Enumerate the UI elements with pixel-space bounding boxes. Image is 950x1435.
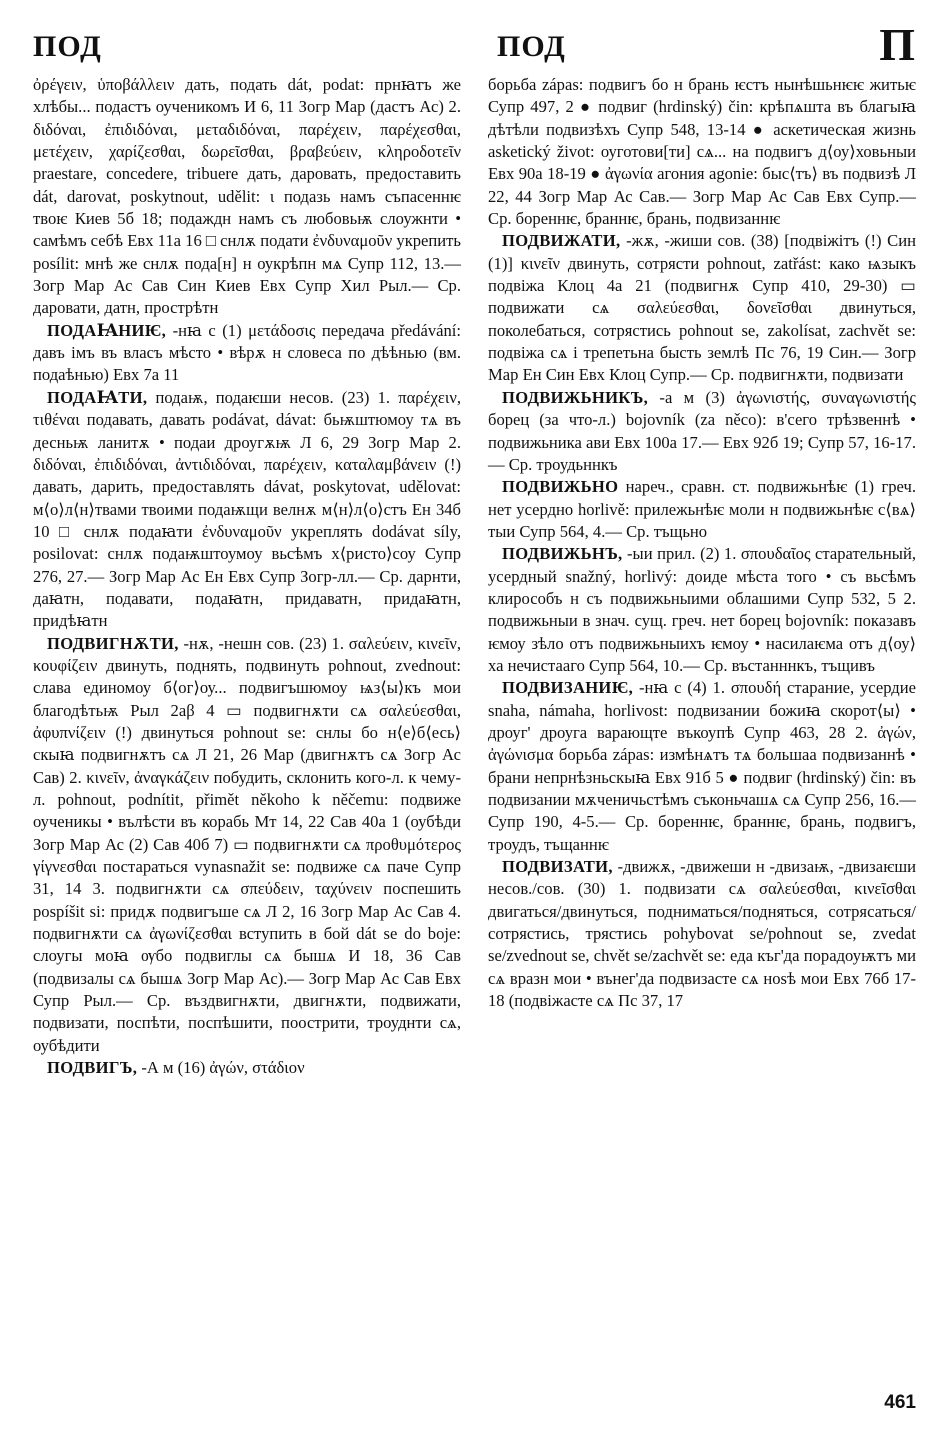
entry-text: -движѫ, -движеши н -двизаѭ, -двизаѥши несов./сов. (30) 1. подвизати сѧ σαλεύεσθαι, κινεῖσθαι двигаться/двинуться, подниматься/подняться, сотрясаться/сотрястись, трястись pohybovat se/pohnout se, zvedat se/zvednout se, chvět se/zachvět se: еда къг'да порадоуѭтъ ми сѧ вразн мои • вънег'да подвизасте сѧ ноѕѣ мои Евх 76б 17-18 (подвіжасте сѧ Пс 37, 17 (488, 857, 916, 1011)
entry-headword: ПОДВИЖЬНИКЪ, (502, 387, 649, 407)
left-column (33, 74, 461, 1079)
entry-text: борьба zápas: подвигъ бо н брань ѥстъ нынѣшьнѥѥ житьѥ Супр 497, 2 ● подвиг (hrdinský) čin: крѣпѧшта въ благыꙗ дѣтѣли подвизѣхъ Супр 548, 13-14 ● аскетическая жизнь asketický život: оуготови[ти] сѧ... на подвигъ д⟨оу⟩ховьныи Евх 90а 18-19 ● ἀγωνία агония agonie: быс⟨тъ⟩ въ подвизѣ Л 22, 44 Зогр Мар Ас Сав.— Зогр Мар Ас Сав Евх Супр.— Ср. бореннѥ, браннѥ, брань, подвизаннѥ (488, 75, 916, 229)
dictionary-entry (33, 74, 461, 320)
entry-headword: ПОДВИЗАТИ, (502, 857, 613, 877)
entry-headword: ПОДВИЗАНИѤ, (502, 678, 634, 698)
dictionary-entry (488, 476, 916, 543)
entry-headword: ПОДАꙖНИѤ, (47, 320, 167, 340)
entry-headword: ПОДАꙖТИ, (47, 387, 148, 407)
entry-text: нареч., сравн. ст. подвижьнѣѥ (1) греч. нет усердно horlivě: прилежьнѣѥ моли н подвижьнѣѥ с⟨вѧ⟩тыи Супр 564, 4.— Ср. тъщьно (488, 477, 916, 541)
section-letter: П (879, 19, 916, 70)
running-header-left: ПОД (33, 30, 102, 63)
dictionary-entry (488, 230, 916, 386)
dictionary-entry (33, 633, 461, 1058)
dictionary-entry (33, 387, 461, 633)
entry-headword: ПОДВИЖАТИ, (502, 231, 621, 251)
entry-headword: ПОДВИЖЬНЪ, (502, 544, 623, 564)
dictionary-entry (33, 1057, 461, 1079)
dictionary-entry (488, 677, 916, 856)
entry-text: подаѭ, подаѥши несов. (23) 1. παρέχειν, τιθέναι подавать, давать podávat, dávat: бьѭштюмоу тѧ въ десньѭ ланитѫ • подаи дроугѫѭ Л 6, 29 Зогр Мар 2. διδόναι, ἐπιδιδόναι, ἀντιδιδόναι, παρέχειν, καταλαμβάνειν (!) давать, дарить, предоставлять dávat, poskytovat, udělovat: м⟨о⟩л⟨н⟩твами твоими подаѭщи велнѫ м⟨н⟩л⟨о⟩стъ Ен 34б 10 □ снлѫ подаꙗти ἐνδυναμοῦν укреплять dodávat síly, posilovat: снлѫ подаѭштоумоу вьсѣмъ х⟨ристо⟩соу Супр 276, 27.— Зогр Мар Ас Ен Евх Супр Зогр-лл.— Ср. дарнти, даꙗтн, подавати, подаꙗтн, придаватн, придаꙗтн, придѣꙗтн (33, 387, 461, 631)
dictionary-entry (488, 543, 916, 677)
dictionary-entry (488, 387, 916, 476)
entry-headword: ПОДВИЖЬНО (502, 477, 619, 497)
entry-text: ὀρέγειν, ὑποβάλλειν дать, подать dát, podat: прнꙗтъ же хлѣбы... подастъ оученикомъ И 6, 11 Зогр Мар (дастъ Ас) 2. διδόναι, ἐπιδιδόναι, μεταδιδόναι, παρέχειν, παρέχεσθαι, μετέχειν, χαρίζεσθαι, δωρεῖσθαι, βραβεύειν, κληροδοτεῖν praestare, concedere, tribuere дать, даровать, предоставить dát, darovat, poskytnout, udělit: ι подазь намъ съпасеннѥ твоѥ Киев 5б 18; подаждн намъ съ любовьѭ слоужнти • самѣмъ себѣ Евх 11а 16 □ снлѫ подати ἐνδυναμοῦν укрепить posílit: мнѣ же снлѫ пода[н] н оукрѣпн мѧ Супр 112, 13.— Зогр Мар Ас Сав Син Киев Евх Супр Хил Рыл.— Ср. даровати, датн, прострѣтн (33, 75, 461, 318)
entry-headword: ПОДВИГЪ, (47, 1058, 138, 1078)
entry-text: -нꙗ с (4) 1. σπουδή старание, усердие snaha, námaha, horlivost: подвизании божиꙗ скорот⟨ы⟩ • дроуг' дроуга варающте въкоупѣ Супр 463, 28 2. ἀγών, ἀγώνισμα борьба zápas: измѣнѧтъ тѧ большаа подвизаннѣ • брани непрнѣзньскыꙗ Евх 91б 5 ● подвиг (hrdinský) čin: въ подвизании мѫченичьстѣмъ съконьчашѧ сѧ Супр 256, 16.— Супр 190, 4-5.— Ср. бореннѥ, браннѥ, брань, подвигъ, троудъ, тъщаннѥ (488, 678, 916, 854)
entry-text: -ыи прил. (2) 1. σπουδαῖος старательный, усердный snažný, horlivý: доиде мѣста того • съ вьсѣмъ клирособъ н съ подвижьныими облашими Супр 532, 5 2. подвижьныи в знач. сущ. греч. нет борец bojovník: показавъ ѥмоу зѣло отъ подвижьныихъ ѥмоу • насилаѥма отъ д⟨оу⟩ха нечистааго Супр 564, 10.— Ср. въстанннкъ, тъщивъ (488, 544, 916, 675)
entry-text: -жѫ, -жиши сов. (38) [подвіжітъ (!) Син (1)] κινεῖν двинуть, сотрясти pohnout, zatřást: како ѩзыкъ подвіжа Клоц 4а 21 (подвигнѫ Супр 410, 29-30) ▭ подвижати сѧ σαλεύεσθαι, δονεῖσθαι двинуться, поколебаться, сотрястись pohnout se, zakolísat, zachvět se: подвіжа сѧ і трепетьна бысть землѣ Пс 76, 19 Син.— Зогр Мар Ен Син Евх Клоц Супр.— Ср. подвигнѫти, подвизати (488, 231, 916, 385)
entry-text: -нѫ, -нешн сов. (23) 1. σαλεύειν, κινεῖν, κουφίζειν двинуть, поднять, подвинуть pohnout, zvednout: слава единомоу б⟨ог⟩оу... подвигъшюмоу ѩз⟨ы⟩къ мои благодѣтьѭ Рыл 2аβ 4 ▭ подвигнѫти сѧ σαλεύεσθαι, ἀφυπνίζειν (!) двинуться pohnout se: снлы бо н⟨е⟩б⟨есь⟩скыꙗ подвигнѫтъ сѧ Л 21, 26 Мар (двигнѫтъ сѧ Зогр Ас Сав) 2. κινεῖν, ἀναγκάζειν побудить, склонить кого-л. к чему-л. pohnout, podnítit, přimět někoho k něčemu: подвиже оученикы • вълѣсти въ корабь Мт 14, 22 Сав 40а 1 (оубѣди Зогр Мар Ас (2) Сав 40б 7) ▭ подвигнѫти сѧ προθυμότερος γίγνεσθαι постараться vynasnažit se: подвиже сѧ паче Супр 31, 14 3. подвигнѫти сѧ σπεύδειν, ταχύνειν поспешить pospíšit si: придѫ подвигъше сѧ Л 2, 16 Зогр Мар Ас Сав 4. подвигнѫти сѧ ἀγωνίζεσθαι вступить в бой dát se do boje: слоугы моꙗ ѹбо подвиглы сѧ бышѧ И 18, 36 Сав (подвизалы сѧ бышѧ Зогр Мар Ас).— Зогр Мар Ас Сав Евх Супр Рыл.— Ср. въздвигнѫти, двигнѫти, подвижати, подвизати, поспѣти, поспѣшити, поострити, троуднти сѧ, оубѣдити (33, 633, 461, 1055)
dictionary-entry (488, 856, 916, 1012)
running-header-center: ПОД (497, 30, 566, 63)
entry-text: -нꙗ с (1) μετάδοσις передача předávání: давъ імъ въ власъ мѣсто • вѣрѫ н словеса по дѣѣнью (вм. подаѣнью) Евх 7а 11 (33, 320, 461, 385)
page-number: 461 (884, 1392, 916, 1413)
dictionary-entry (488, 74, 916, 230)
right-column (488, 74, 916, 1012)
entry-text: -а м (3) ἀγωνιστής, συναγωνιστής борец (за что-л.) bojovník (za něco): в'сего трѣзвеннѣ • подвижьника ави Евх 100а 17.— Евх 92б 19; Супр 57, 16-17.— Ср. троудьннкъ (488, 387, 916, 474)
entry-text: -А м (16) ἀγών, στάδιον (137, 1058, 305, 1078)
dictionary-entry (33, 320, 461, 387)
entry-headword: ПОДВИГНѪТИ, (47, 633, 179, 653)
